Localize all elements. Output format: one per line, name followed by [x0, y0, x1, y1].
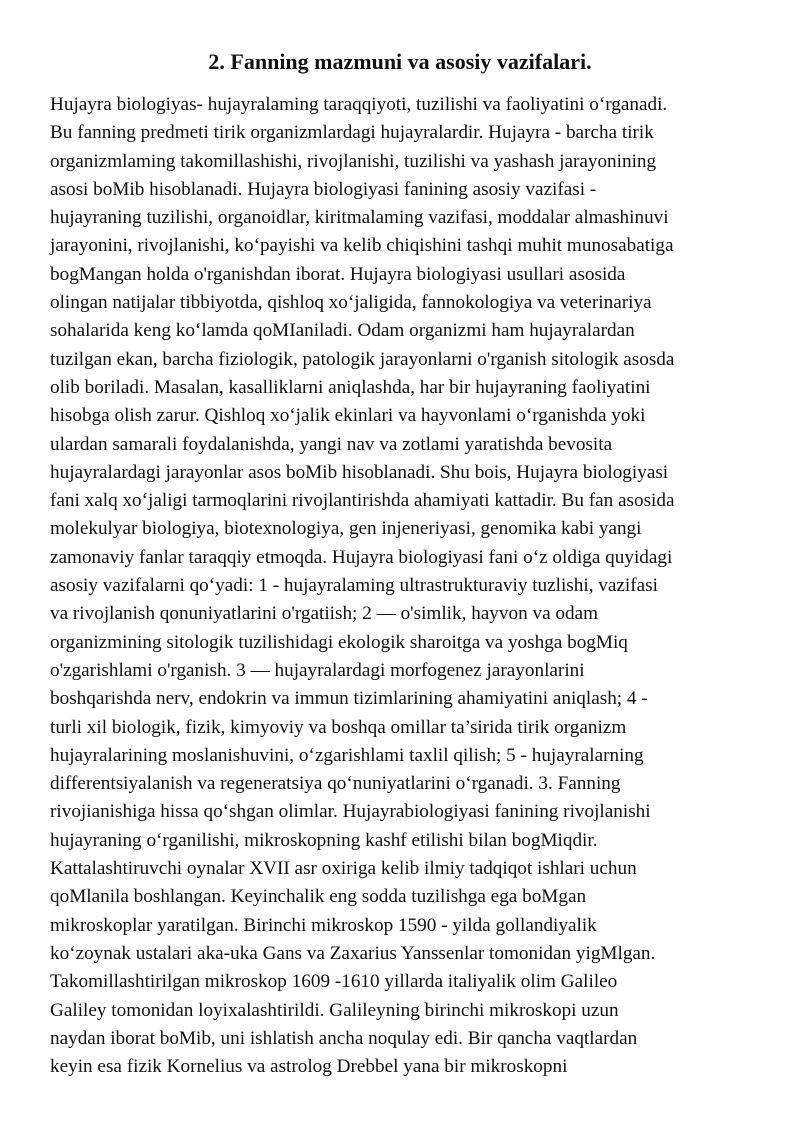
text-line: sohalarida keng ko‘lamda qoMIaniladi. Odam organizmi ham hujayralardan [50, 320, 635, 342]
text-line: molekulyar biologiya, biotexnologiya, gen injeneriyasi, genomika kabi yangi [50, 518, 642, 540]
text-line: organizmining sitologik tuzilishidagi ekologik sharoitga va yoshga bogMiq [50, 631, 628, 653]
text-line: asosi boMib hisoblanadi. Hujayra biologiyasi fanining asosiy vazifasi - [50, 178, 597, 200]
text-line: tuzilgan ekan, barcha fiziologik, patologik jarayonlarni o'rganish sitologik asosda [50, 348, 675, 370]
text-line: Bu fanning predmeti tirik organizmlardagi hujayralardir. Hujayra - barcha tirik [50, 122, 654, 144]
text-line: asosiy vazifalarni qo‘yadi: 1 - hujayralaming ultrastrukturaviy tuzlishi, vazifasi [50, 575, 658, 597]
text-line: Takomillashtirilgan mikroskop 1609 -1610 yillarda italiyalik olim Galileo [50, 971, 618, 993]
text-line: turli xil biologik, fizik, kimyoviy va boshqa omillar ta’sirida tirik organizm [50, 716, 627, 738]
body-text [50, 91, 790, 1081]
text-line: olib boriladi. Masalan, kasalliklarni aniqlashda, har bir hujayraning faoliyatini [50, 376, 651, 398]
text-line: qoMlanila boshlangan. Keyinchalik eng sodda tuzilishga ega boMgan [50, 886, 587, 908]
text-line: hisobga olish zarur. Qishloq xo‘jalik ekinlari va hayvonlami o‘rganishda yoki [50, 405, 646, 427]
text-line: olingan natijalar tibbiyotda, qishloq xo‘jaligida, fannokologiya va veterinariya [50, 292, 652, 314]
text-line: keyin esa fizik Kornelius va astrolog Drebbel yana bir mikroskopni [50, 1056, 568, 1078]
text-line: Kattalashtiruvchi oynalar XVII asr oxiriga kelib ilmiy tadqiqot ishlari uchun [50, 858, 637, 880]
section-heading: 2. Fanning mazmuni va asosiy vazifalari. [208, 49, 592, 74]
text-line: rivojianishiga hissa qo‘shgan olimlar. Hujayrabiologiyasi fanining rivojlanishi [50, 801, 651, 823]
text-line: va rivojlanish qonuniyatlarini o'rgatiish; 2 — o'simlik, hayvon va odam [50, 603, 599, 625]
text-line: Hujayra biologiyas- hujayralaming taraqqiyoti, tuzilishi va faoliyatini o‘rganadi. [50, 94, 668, 115]
text-line: hujayralardagi jarayonlar asos boMib hisoblanadi. Shu bois, Hujayra biologiyasi [50, 461, 669, 483]
text-line: jarayonini, rivojlanishi, ko‘payishi va kelib chiqishini tashqi muhit munosabatiga [50, 235, 674, 257]
text-line: ulardan samarali foydalanishda, yangi nav va zotlami yaratishda bevosita [50, 433, 613, 455]
text-line: organizmlaming takomillashishi, rivojlanishi, tuzilishi va yashash jarayonining [50, 150, 657, 172]
text-line: ko‘zoynak ustalari aka-uka Gans va Zaxarius Yanssenlar tomonidan yigMlgan. [50, 942, 656, 964]
text-line: boshqarishda nerv, endokrin va immun tizimlarining ahamiyatini aniqlash; 4 - [50, 688, 648, 710]
text-line: differentsiyalanish va regeneratsiya qo‘nuniyatlarini o‘rganadi. 3. Fanning [50, 773, 621, 795]
text-line: fani xalq xo‘jaligi tarmoqlarini rivojlantirishda ahamiyati kattadir. Bu fan asosida [50, 490, 675, 512]
text-line: hujayralarining moslanishuvini, o‘zgarishlami taxlil qilish; 5 - hujayralarning [50, 744, 644, 766]
text-line: naydan iborat boMib, uni ishlatish ancha noqulay edi. Bir qancha vaqtlardan [50, 1027, 638, 1049]
text-line: Galiley tomonidan loyixalashtirildi. Galileyning birinchi mikroskopi uzun [50, 999, 619, 1021]
text-line: mikroskoplar yaratilgan. Birinchi mikroskop 1590 - yilda gollandiyalik [50, 914, 597, 936]
text-line: bogMangan holda o'rganishdan iborat. Hujayra biologiyasi usullari asosida [50, 263, 626, 285]
text-line: hujayraning tuzilishi, organoidlar, kiritmalaming vazifasi, moddalar almashinuvi [50, 207, 669, 229]
text-line: o'zgarishlami o'rganish. 3 — hujayralardagi morfogenez jarayonlarini [50, 659, 585, 681]
text-line: zamonaviy fanlar taraqqiy etmoqda. Hujayra biologiyasi fani o‘z oldiga quyidagi [50, 546, 673, 568]
text-line: hujayraning o‘rganilishi, mikroskopning kashf etilishi bilan bogMiqdir. [50, 829, 598, 851]
